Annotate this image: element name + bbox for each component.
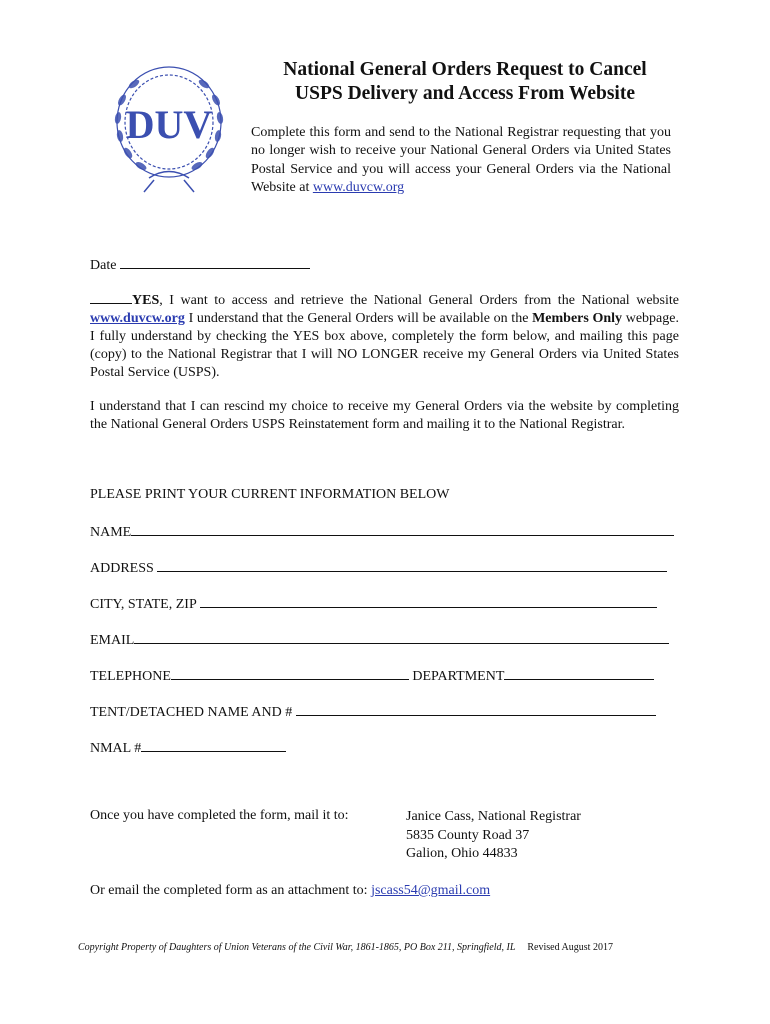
registrar-email-link[interactable]: jscass54@gmail.com xyxy=(371,883,491,898)
address-field: ADDRESS xyxy=(90,558,667,577)
yes-paragraph: YES, I want to access and retrieve the National General Orders from the National website www.duvcw.org I understand that the General Orders will be available on the Members Only webpage. I fully understand by checking the YES box above, completely the form below, and mailing this page (copy) to the National Registrar that I will NO LONGER receive my General Orders via United States Postal Service (USPS). xyxy=(90,290,679,382)
svg-text:DUV: DUV xyxy=(125,102,213,147)
email-field: EMAIL xyxy=(90,630,669,649)
name-field: NAME xyxy=(90,522,674,541)
intro-text: Complete this form and send to the National Registrar requesting that you no longer wish to receive your National General Orders via United States Postal Service and you will access your General Orders via the National Website at www.duvcw.org xyxy=(251,125,671,195)
date-line[interactable] xyxy=(120,255,310,269)
organization-logo xyxy=(94,60,244,200)
registrar-name: Janice Cass, National Registrar xyxy=(406,809,581,824)
website-link-bold[interactable]: www.duvcw.org xyxy=(90,311,185,326)
copyright-text: Copyright Property of Daughters of Union Veterans of the Civil War, 1861-1865, PO Box 211, Springfield, IL xyxy=(78,942,516,953)
name-line[interactable] xyxy=(131,522,674,536)
telephone-department-field: TELEPHONE DEPARTMENT xyxy=(90,666,654,685)
email-attachment-line: Or email the completed form as an attachment to: jscass54@gmail.com xyxy=(90,883,491,898)
yes-label: YES xyxy=(132,293,160,308)
telephone-line[interactable] xyxy=(171,666,409,680)
tent-line[interactable] xyxy=(296,702,656,716)
tent-field: TENT/DETACHED NAME AND # xyxy=(90,702,656,721)
email-line[interactable] xyxy=(134,630,669,644)
print-heading: PLEASE PRINT YOUR CURRENT INFORMATION BELOW xyxy=(90,487,450,502)
nmal-line[interactable] xyxy=(141,738,286,752)
website-link[interactable]: www.duvcw.org xyxy=(312,179,405,195)
city-state-zip-field: CITY, STATE, ZIP xyxy=(90,594,657,613)
yes-checkbox-line[interactable] xyxy=(90,290,132,304)
form-title xyxy=(250,58,680,106)
registrar-street: 5835 County Road 37 xyxy=(406,827,530,843)
nmal-field: NMAL # xyxy=(90,738,286,757)
revised-date: Revised August 2017 xyxy=(527,942,613,953)
registrar-city: Galion, Ohio 44833 xyxy=(406,846,518,861)
mail-label: Once you have completed the form, mail it to: xyxy=(90,808,349,823)
title-line-2: USPS Delivery and Access From Website xyxy=(295,83,635,104)
department-line[interactable] xyxy=(504,666,654,680)
date-field xyxy=(90,255,310,274)
wreath-seal-icon xyxy=(94,60,244,200)
address-line[interactable] xyxy=(157,558,667,572)
title-line-1: National General Orders Request to Cancel xyxy=(283,59,647,80)
members-only-text: Members Only xyxy=(532,311,623,326)
rescind-paragraph: I understand that I can rescind my choice to receive my General Orders via the website by completing the National General Orders USPS Reinstatement form and mailing it to the National Registrar. xyxy=(90,399,679,432)
date-label: Date xyxy=(90,258,117,273)
footer xyxy=(78,942,698,953)
mail-address xyxy=(406,808,581,864)
city-state-zip-line[interactable] xyxy=(200,594,657,608)
